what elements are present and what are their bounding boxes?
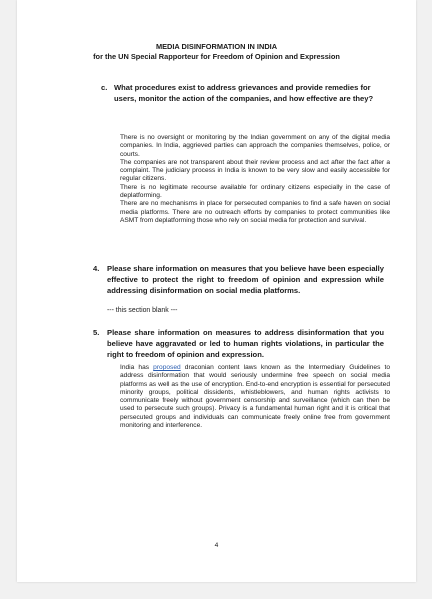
document-title: MEDIA DISINFORMATION IN INDIA [155, 42, 278, 51]
question-4-number: 4. [93, 264, 100, 273]
answer-5-prefix: India has [120, 364, 150, 371]
question-5-text: Please share information on measures to address disinformation that you believe have aggravated or led to human rights violations, in particular the right to freedom of opinion and expression. [107, 328, 384, 360]
answer-c-paragraph-1: There is no oversight or monitoring by the Indian government on any of the digital media companies. In India, aggrieved parties can approach the companies themselves, police, or courts. [120, 134, 390, 158]
answer-c-paragraph-2: The companies are not transparent about their review process and act after the fact after a complaint. The judiciary process in India is known to be very slow and easily accessible for regular citizens. [120, 158, 390, 183]
answer-5-paragraph [120, 364, 390, 430]
proposed-link[interactable]: proposed [153, 364, 181, 371]
question-5 [93, 327, 384, 361]
document-page [17, 0, 416, 582]
page-number: 4 [214, 542, 219, 549]
answer-c-paragraph-3: There is no legitimate recourse available for ordinary citizens especially in the case of deplatforming. [120, 183, 390, 200]
question-5-number: 5. [93, 328, 100, 337]
answer-5-rest: draconian content laws known as the Intermediary Guidelines to address disinformation that would seriously undermine free speech on social media platforms as well as the use of encryption. End-to-end encryption is essential for persecuted minority groups, political dissidents, whistleblowers, and human rights activists to communicate freely without government censorship and surveillance (which can then be used to persecute such groups). Privacy is a fundamental human right and it is critical that persecuted groups and individuals can communicate freely online free from government monitoring and interference. [120, 364, 390, 430]
question-c-label: c. [101, 83, 108, 92]
document-subtitle: for the UN Special Rapporteur for Freedom of Opinion and Expression [93, 52, 340, 61]
question-4 [93, 263, 384, 297]
answer-c-block [120, 134, 390, 225]
question-4-text: Please share information on measures that you believe have been especially effective to protect the right to freedom of opinion and expression while addressing disinformation on social media platforms. [107, 264, 384, 296]
answer-5-block [120, 364, 390, 430]
question-c-text: What procedures exist to address grievances and provide remedies for users, monitor the action of the companies, and how effective are they? [114, 83, 374, 103]
section-blank-note: --- this section blank --- [107, 307, 178, 314]
question-c [101, 82, 394, 104]
answer-c-paragraph-4: There are no mechanisms in place for persecuted companies to find a safe haven on social media platforms. There are no outreach efforts by companies to protect communities like ASMT from deplatforming those who rely on social media for protection and survival. [120, 200, 390, 224]
